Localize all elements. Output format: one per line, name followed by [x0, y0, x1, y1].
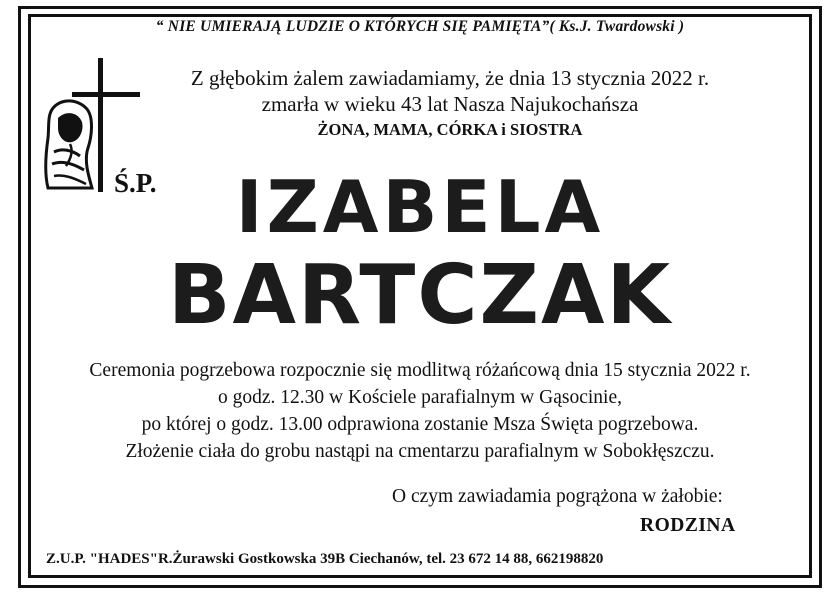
- intro-line-1: Z głębokim żalem zawiadamiamy, że dnia 13 stycznia 2022 r.: [190, 66, 710, 90]
- ceremony-line-1: Ceremonia pogrzebowa rozpocznie się modlitwą różańcową dnia 15 stycznia 2022 r.: [89, 360, 751, 381]
- intro-line-2: zmarła w wieku 43 lat Nasza Najukochańsza: [261, 92, 639, 116]
- ceremony-line-3: po której o godz. 13.00 odprawiona zostanie Msza Święta pogrzebowa.: [141, 414, 699, 435]
- mourning-notice: O czym zawiadamia pogrążona w żałobie:: [392, 486, 723, 507]
- ceremony-line-2: o godz. 12.30 w Kościele parafialnym w Gąsocinie,: [218, 387, 622, 408]
- deceased-last-name: BARTCZAK: [168, 248, 672, 343]
- ceremony-line-4: Złożenie ciała do grobu nastąpi na cmentarzu parafialnym w Sobokłęszczu.: [125, 441, 715, 462]
- intro-block: [150, 65, 750, 143]
- intro-roles: ŻONA, MAMA, CÓRKA i SIOSTRA: [317, 120, 583, 139]
- memorial-quote: “ NIE UMIERAJĄ LUDZIE O KTÓRYCH SIĘ PAMIĘTA”( Ks.J. Twardowski ): [155, 18, 685, 35]
- deceased-first-name: IZABELA: [235, 165, 605, 249]
- ceremony-block: [40, 357, 800, 465]
- family-signature: RODZINA: [640, 515, 736, 536]
- funeral-home-footer: Z.U.P. "HADES"R.Żurawski Gostkowska 39B Ciechanów, tel. 23 672 14 88, 662198820: [46, 551, 604, 567]
- sp-abbreviation: Ś.P.: [114, 168, 157, 198]
